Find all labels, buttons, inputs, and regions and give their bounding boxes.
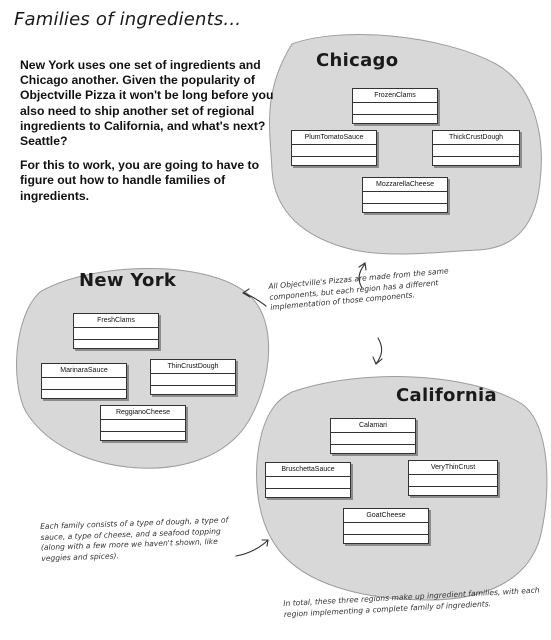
class-marinara-sauce <box>41 363 127 399</box>
class-attributes <box>353 103 437 115</box>
class-attributes <box>409 475 497 487</box>
class-reggiano-cheese <box>100 405 186 441</box>
class-attributes <box>433 145 519 157</box>
note-same-components: All Objectville's Pizzas are made from the same components, but each region has a different implementation of those components. <box>268 266 449 313</box>
class-attributes <box>344 523 428 535</box>
arrow-to-california-head <box>373 357 382 364</box>
class-bruschetta-sauce <box>265 462 351 498</box>
class-calamari <box>330 418 416 454</box>
class-attributes <box>363 192 447 204</box>
class-name: BruschettaSauce <box>266 463 350 477</box>
class-methods <box>74 340 158 348</box>
note-summary: In total, these three regions make up ingredient families, with each region implementing a complete family of ingredients. <box>283 585 540 619</box>
intro-text <box>20 58 282 213</box>
class-attributes <box>266 477 350 489</box>
class-name: FreshClams <box>74 314 158 328</box>
class-methods <box>101 432 185 440</box>
class-very-thin-crust <box>408 460 498 496</box>
class-mozzarella-cheese <box>362 177 448 213</box>
class-methods <box>344 535 428 543</box>
page-title: Families of ingredients... <box>14 9 242 30</box>
class-attributes <box>74 328 158 340</box>
class-name: ThickCrustDough <box>433 131 519 145</box>
class-methods <box>433 157 519 165</box>
intro-paragraph-2: For this to work, you are going to have to figure out how to handle families of ingredients. <box>20 158 260 203</box>
class-name: MozzarellaCheese <box>363 178 447 192</box>
class-name: GoatCheese <box>344 509 428 523</box>
class-methods <box>42 390 126 398</box>
class-thick-crust-dough <box>432 130 520 166</box>
class-fresh-clams <box>73 313 159 349</box>
note-family-contents: Each family consists of a type of dough, a type of sauce, a type of cheese, and a seafood topping (along with a few more we haven't shown, like veggies and spices). <box>40 515 229 563</box>
class-goat-cheese <box>343 508 429 544</box>
class-attributes <box>101 420 185 432</box>
class-methods <box>151 386 235 394</box>
class-methods <box>292 157 376 165</box>
class-attributes <box>292 145 376 157</box>
class-name: MarinaraSauce <box>42 364 126 378</box>
class-name: PlumTomatoSauce <box>292 131 376 145</box>
class-attributes <box>151 374 235 386</box>
class-name: Calamari <box>331 419 415 433</box>
california-title: California <box>396 385 497 406</box>
new-york-title: New York <box>79 270 177 291</box>
class-methods <box>353 115 437 123</box>
class-name: ReggianoCheese <box>101 406 185 420</box>
class-name: ThinCrustDough <box>151 360 235 374</box>
class-frozen-clams <box>352 88 438 124</box>
class-name: VeryThinCrust <box>409 461 497 475</box>
class-methods <box>266 489 350 497</box>
class-thin-crust-dough <box>150 359 236 395</box>
class-methods <box>409 487 497 495</box>
class-methods <box>363 204 447 212</box>
intro-paragraph-1: New York uses one set of ingredients and Chicago another. Given the popularity of Objectville Pizza it won't be long before you also need to ship another set of regional ingredients to California, and what's next? Seattle? <box>20 58 274 149</box>
class-plum-tomato-sauce <box>291 130 377 166</box>
class-attributes <box>42 378 126 390</box>
class-attributes <box>331 433 415 445</box>
class-name: FrozenClams <box>353 89 437 103</box>
class-methods <box>331 445 415 453</box>
chicago-title: Chicago <box>316 50 399 71</box>
